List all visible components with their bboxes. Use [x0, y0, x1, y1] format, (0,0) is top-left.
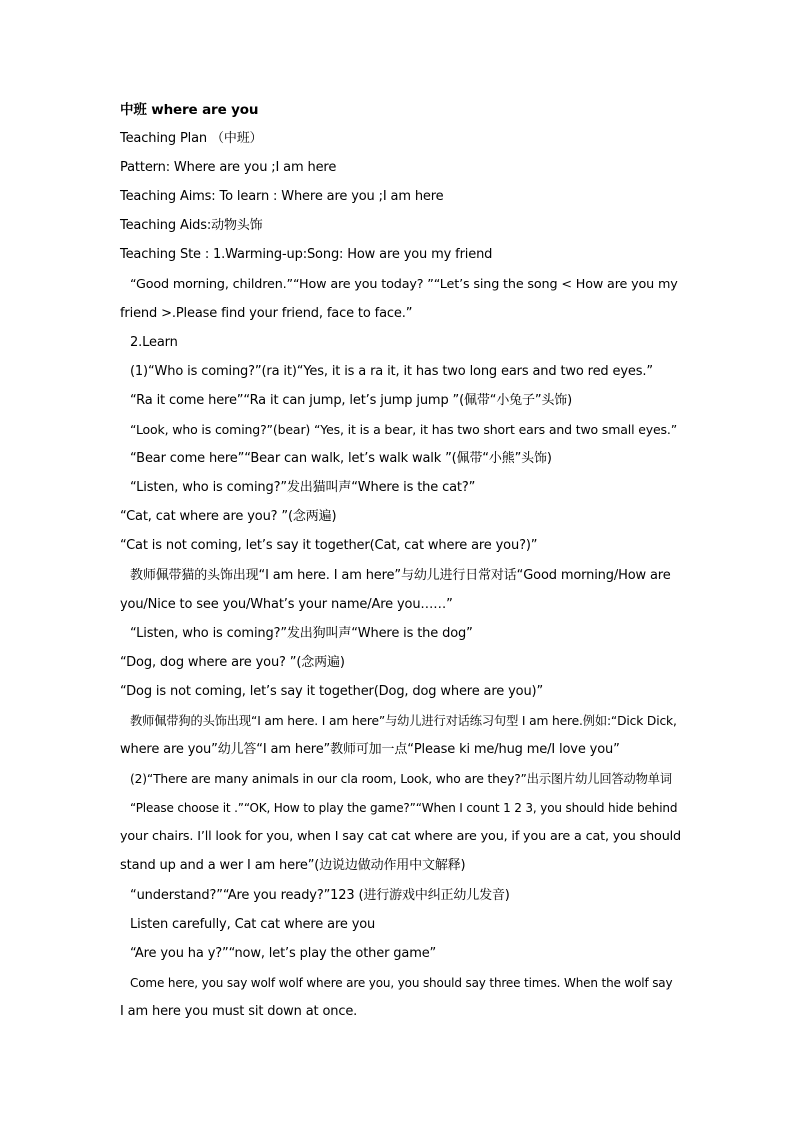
text-line: you/Nice to see you/What’s your name/Are you……”	[120, 596, 453, 612]
text-line: “Dog, dog where are you? ”(念两遍)	[120, 654, 345, 670]
text-line: stand up and a wer I am here”(边说边做动作用中文解释)	[120, 858, 466, 874]
text-line: “Please choose it .”“OK, How to play the game?”“When I count 1 2 3, you should hide behind	[130, 801, 678, 816]
text-line: “Bear come here”“Bear can walk, let’s walk walk ”(佩带“小熊”头饰)	[130, 451, 552, 467]
text-line: I am here you must sit down at once.	[120, 1003, 358, 1019]
document-title: 中班 where are you	[120, 102, 259, 118]
text-line: Come here, you say wolf wolf where are you, you should say three times. When the wolf say	[130, 975, 673, 990]
text-line: 2.Learn	[130, 334, 178, 350]
text-line: 教师佩带狗的头饰出现“I am here. I am here”与幼儿进行对话练习句型 I am here.例如:“Dick Dick,	[130, 713, 677, 728]
text-line: “Cat is not coming, let’s say it together(Cat, cat where are you?)”	[120, 538, 538, 554]
text-line: where are you”幼儿答“I am here”教师可加一点“Please ki me/hug me/I love you”	[120, 742, 620, 758]
text-line: “Good morning, children.”“How are you today? ”“Let’s sing the song < How are you my	[130, 276, 678, 292]
text-line: Teaching Ste : 1.Warming-up:Song: How are you my friend	[120, 247, 493, 263]
text-line: “understand?”“Are you ready?”123 (进行游戏中纠正幼儿发音)	[130, 887, 510, 903]
text-line: (1)“Who is coming?”(ra it)“Yes, it is a ra it, it has two long ears and two red eyes.”	[130, 363, 653, 379]
text-line: Listen carefully, Cat cat where are you	[130, 916, 376, 932]
text-line: “Look, who is coming?”(bear) “Yes, it is a bear, it has two short ears and two small eyes.”	[130, 422, 678, 438]
text-line: Teaching Aims: To learn : Where are you ;I am here	[120, 189, 444, 205]
text-line: Pattern: Where are you ;I am here	[120, 160, 337, 176]
text-line: (2)“There are many animals in our cla room, Look, who are they?”出示图片幼儿回答动物单词	[130, 772, 672, 787]
text-line: Teaching Plan （中班）	[120, 131, 263, 147]
text-line: 教师佩带猫的头饰出现“I am here. I am here”与幼儿进行日常对话“Good morning/How are	[130, 567, 671, 583]
text-line: “Are you ha y?”“now, let’s play the other game”	[130, 945, 437, 961]
text-line: Teaching Aids:动物头饰	[120, 218, 263, 234]
text-line: “Dog is not coming, let’s say it together(Dog, dog where are you)”	[120, 683, 544, 699]
text-line: your chairs. I’ll look for you, when I say cat cat where are you, if you are a cat, you should	[120, 829, 681, 845]
text-line: “Listen, who is coming?”发出狗叫声“Where is the dog”	[130, 625, 473, 641]
text-line: “Ra it come here”“Ra it can jump, let’s jump jump ”(佩带“小兔子”头饰)	[130, 392, 573, 408]
text-line: “Listen, who is coming?”发出猫叫声“Where is the cat?”	[130, 480, 476, 496]
document-body	[120, 99, 680, 1030]
text-line: friend >.Please find your friend, face to face.”	[120, 305, 413, 321]
text-line: “Cat, cat where are you? ”(念两遍)	[120, 509, 337, 525]
